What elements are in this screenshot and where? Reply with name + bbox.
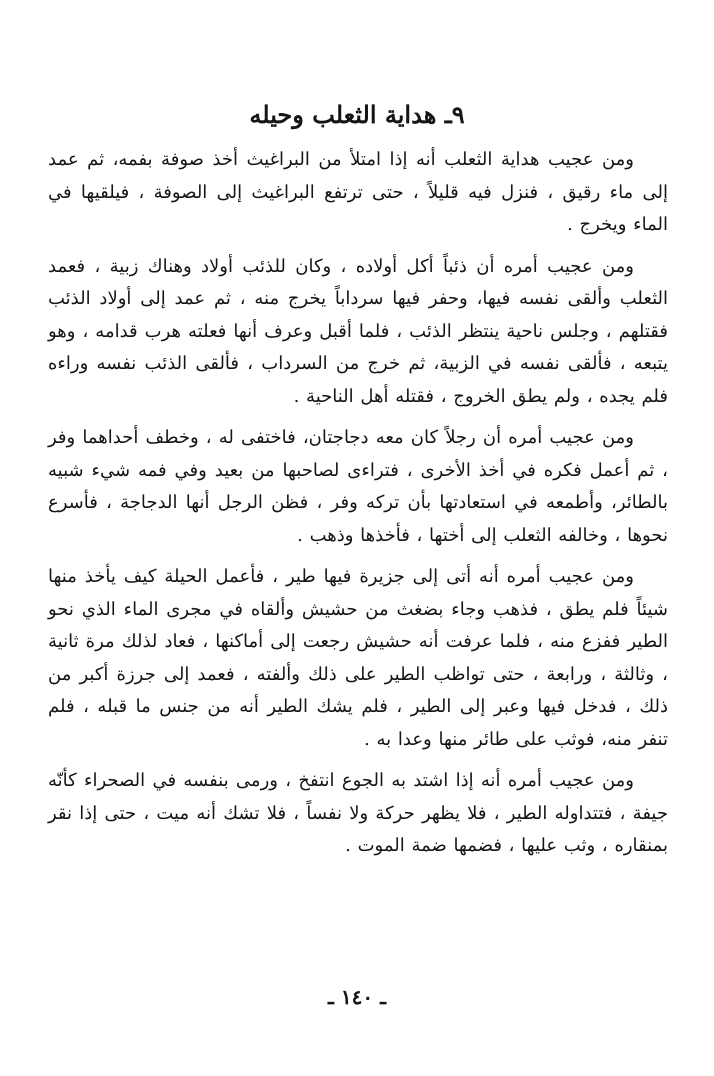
paragraph-fleas: ومن عجيب هداية الثعلب أنه إذا امتلأ من البراغيث أخذ صوفة بفمه، ثم عمد إلى ماء رقيق ، فنزل فيه قليلاً ، حتى ترتفع البراغيث إلى الصوفة ، فيلقيها في الماء ويخرج . xyxy=(48,149,668,235)
paragraph-wolf: ومن عجيب أمره أن ذئباً أكل أولاده ، وكان للذئب أولاد وهناك زبية ، فعمد الثعلب وألقى نفسه فيها، وحفر فيها سرداباً يخرج منه ، ثم عمد إلى أولاد الذئب فقتلهم ، وجلس ناحية ينتظر الذئب ، فلما أقبل وعرف أنها فعلته هرب قدامه ، وهو يتبعه ، فألقى نفسه في الزبية، ثم خرج من السرداب ، فألقى الذئب نفسه وراءه فلم يجده ، ولم يطق الخروج ، فقتله أهل الناحية . xyxy=(48,255,668,407)
page-body xyxy=(48,144,668,872)
paragraph-birds-island: ومن عجيب أمره أنه أتى إلى جزيرة فيها طير ، فأعمل الحيلة كيف يأخذ منها شيئاً فلم يطق ، فذهب وجاء بضغث من حشيش وألقاه في مجرى الماء الذي نحو الطير ففزع منه ، فلما عرفت أنه حشيش رجعت إلى أماكنها ، فعاد لذلك مرة ثانية ، وثالثة ، ورابعة ، حتى تواظب الطير على ذلك وألفته ، فعمد إلى جرزة أكبر من ذلك ، فدخل فيها وعبر إلى الطير ، فلم يشك الطير أنه من جنس ما قبله ، فلم تنفر منه، فوثب على طائر منها وعدا به . xyxy=(48,566,668,750)
paragraph-playing-dead: ومن عجيب أمره أنه إذا اشتد به الجوع انتفخ ، ورمى بنفسه في الصحراء كأنّه جيفة ، فتتداوله الطير ، فلا يظهر حركة ولا نفساً ، فلا تشك أنه ميت ، حتى إذا نقر بمنقاره ، وثب عليها ، فضمها ضمة الموت . xyxy=(48,770,668,856)
chapter-title: ٩ـ هداية الثعلب وحيله xyxy=(249,100,465,129)
paragraph-hens: ومن عجيب أمره أن رجلاً كان معه دجاجتان، فاختفى له ، وخطف أحداهما وفر ، ثم أعمل فكره في أخذ الأخرى ، فتراءى لصاحبها من بعيد وفي فمه شيء شبيه بالطائر، وأطمعه في استعادتها بأن تركه وفر ، فظن الرجل أنها الدجاجة ، فأسرع نحوها ، وخالفه الثعلب إلى أختها ، فأخذها وذهب . xyxy=(48,427,668,546)
page-number: ـ ١٤٠ ـ xyxy=(328,985,386,1009)
